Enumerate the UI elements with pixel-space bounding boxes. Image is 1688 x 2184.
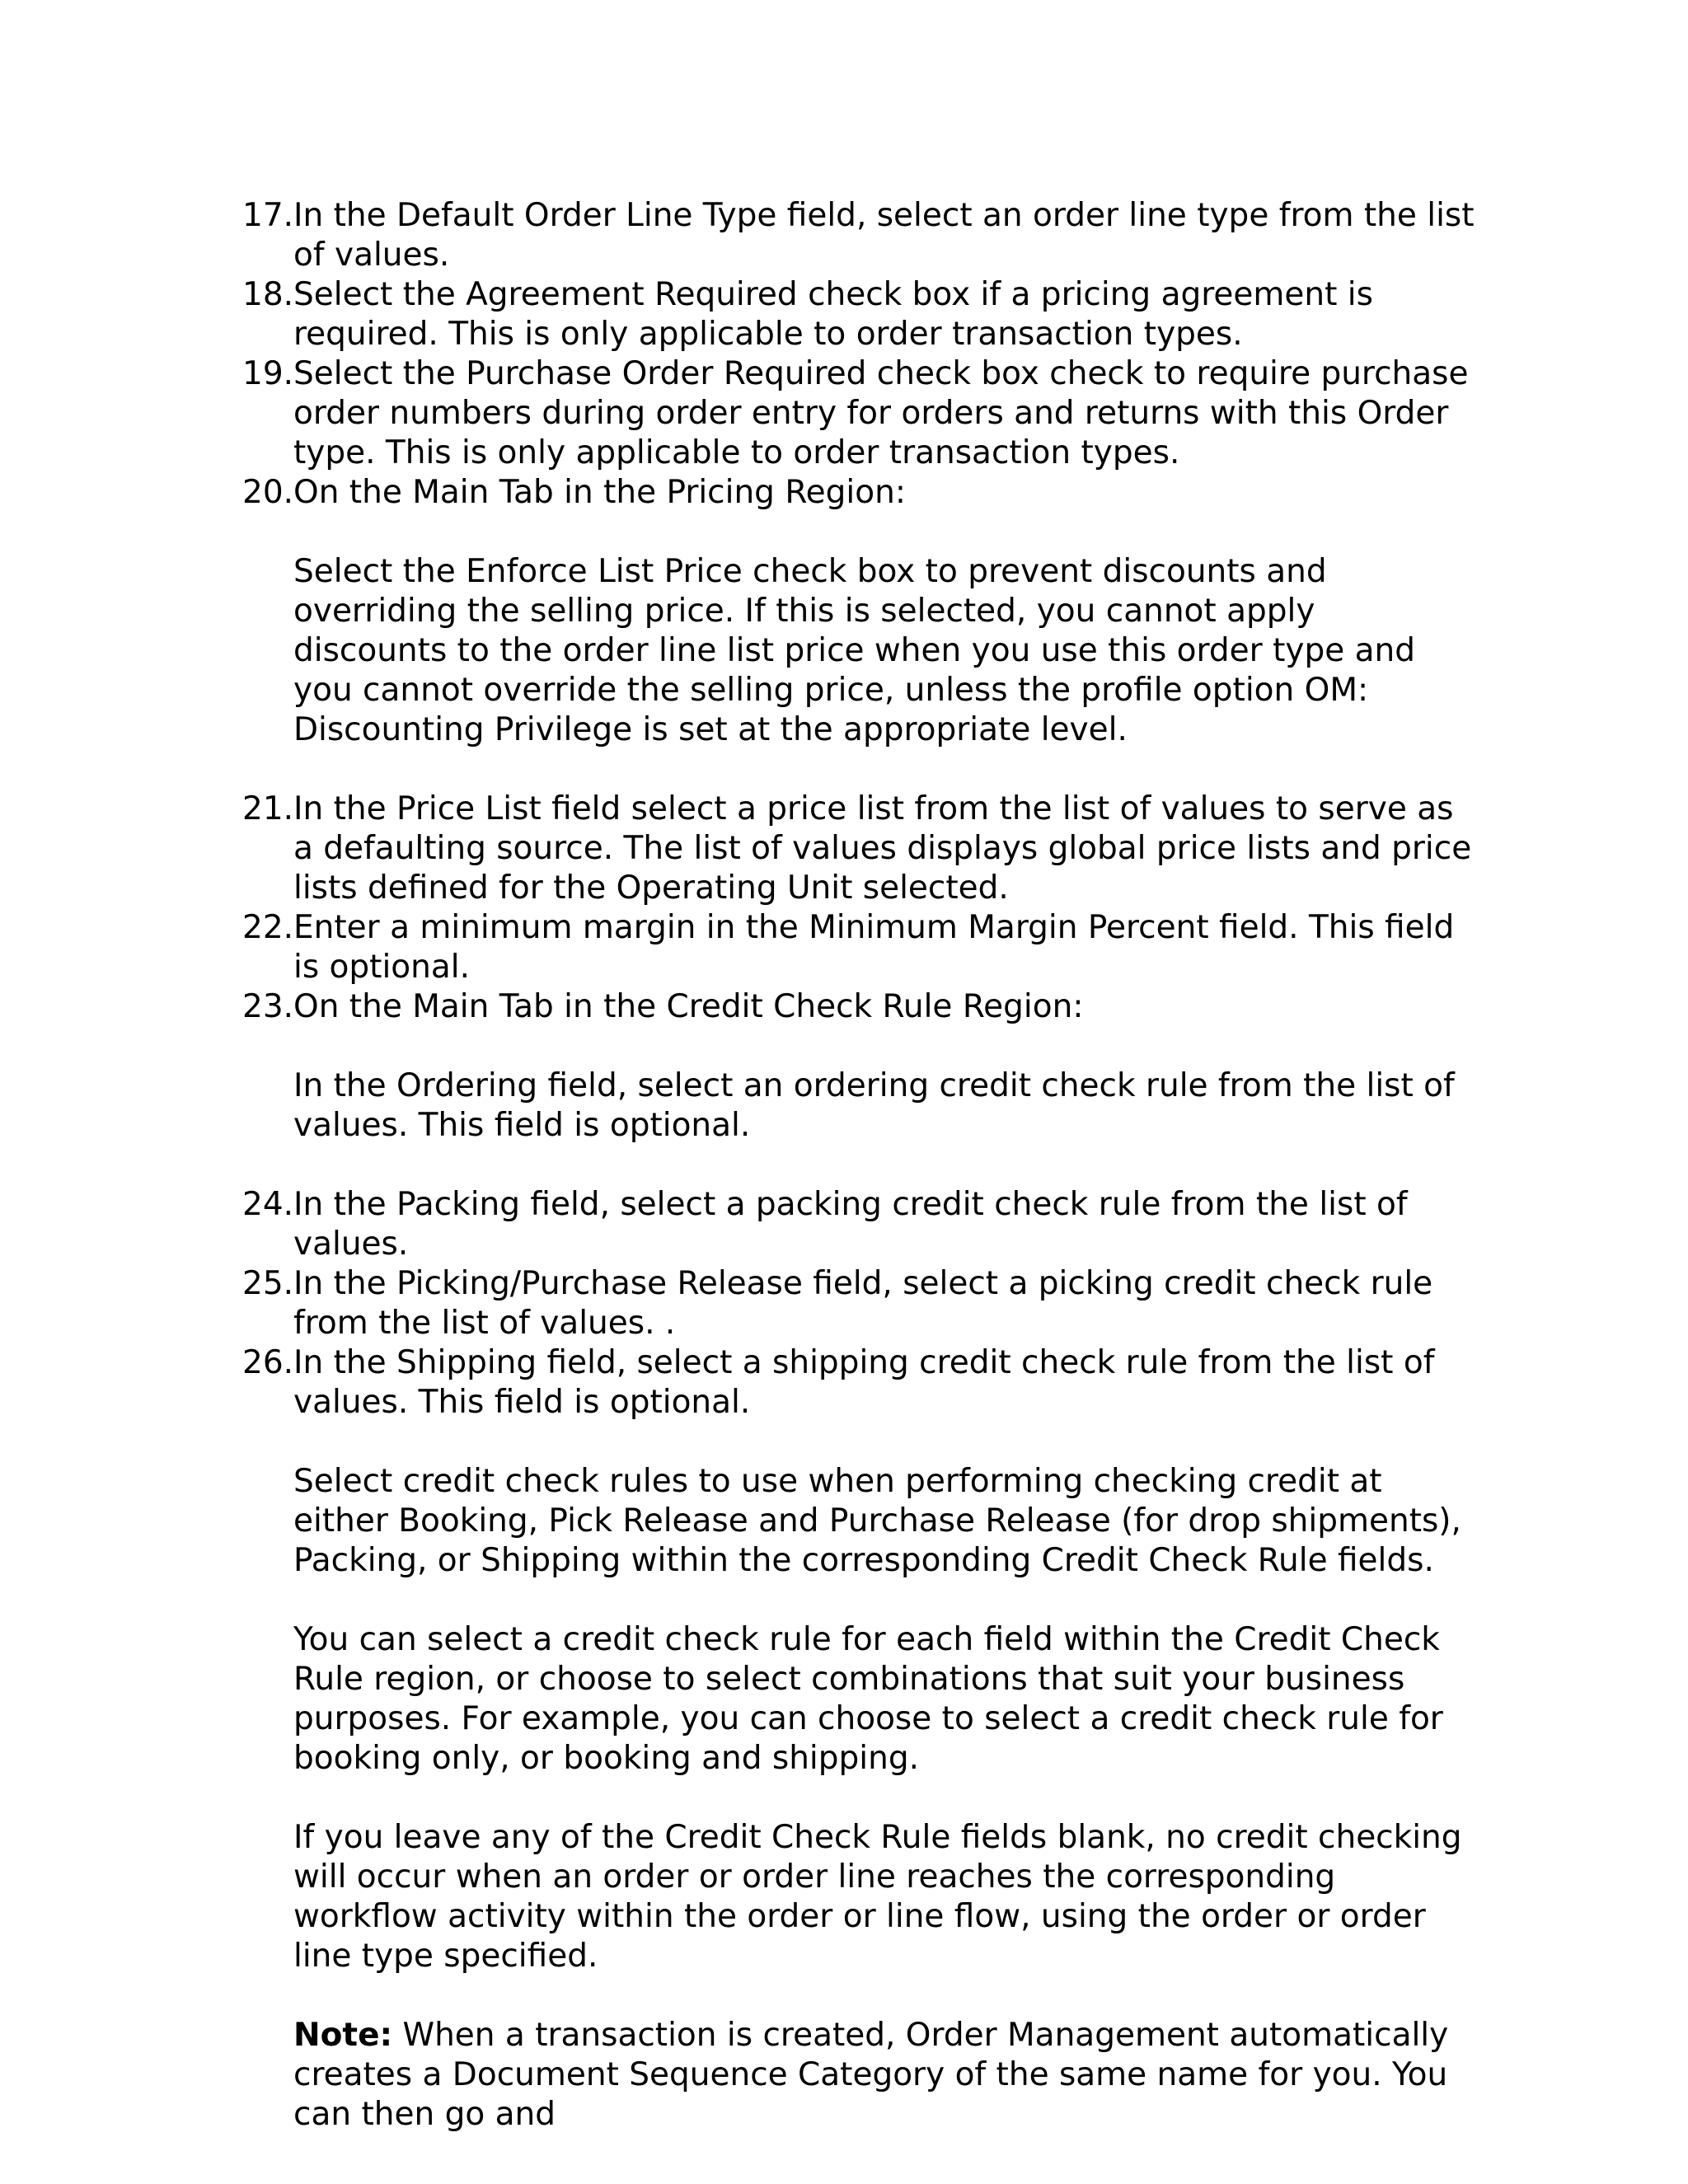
note-label: Note: [293, 2017, 393, 2054]
list-number: 23. [242, 988, 294, 1025]
list-item-22 [242, 908, 1479, 987]
list-number: 24. [242, 1186, 294, 1223]
list-item-text: In the Packing field, select a packing credit check rule from the list of values. [293, 1186, 1408, 1263]
list-number: 19. [242, 355, 294, 392]
paragraph-spacer [242, 513, 1479, 552]
paragraph-spacer [242, 1581, 1479, 1620]
combinations-paragraph: You can select a credit check rule for each field within the Credit Check Rule region, or choose to select combinations that suit your business purposes. For example, you can choose to select a credit check rule for booking only, or booking and shipping. [293, 1621, 1443, 1777]
list-number: 20. [242, 474, 294, 511]
ordering-field-paragraph: In the Ordering field, select an ordering credit check rule from the list of values. This field is optional. [293, 1067, 1455, 1144]
list-item-text: Select the Purchase Order Required check box check to require purchase order numbers during order entry for orders and returns with this Order type. This is only applicable to order transaction types. [293, 355, 1469, 471]
list-number: 25. [242, 1265, 294, 1302]
note-paragraph [242, 2016, 1479, 2135]
blank-fields-paragraph: If you leave any of the Credit Check Rule fields blank, no credit checking will occur when an order or order line reaches the corresponding workflow activity within the order or line flow, using the order or order line type specified. [293, 1819, 1462, 1975]
list-item-text: On the Main Tab in the Credit Check Rule Region: [293, 988, 1084, 1025]
list-item-20 [242, 473, 1479, 513]
paragraph-spacer [242, 750, 1479, 790]
list-item-text: Select the Agreement Required check box if a pricing agreement is required. This is only applicable to order transaction types. [293, 276, 1373, 353]
list-item-text: Enter a minimum margin in the Minimum Margin Percent field. This field is optional. [293, 909, 1455, 986]
list-item-21 [242, 790, 1479, 908]
paragraph-spacer [242, 1027, 1479, 1066]
paragraph-spacer [242, 1976, 1479, 2016]
list-number: 21. [242, 790, 294, 827]
list-item-23 [242, 987, 1479, 1027]
list-item-text: In the Shipping field, select a shipping credit check rule from the list of values. This field is optional. [293, 1344, 1435, 1421]
note-text: When a transaction is created, Order Management automatically creates a Document Sequence Category of the same name for you. You can then go and [293, 2017, 1449, 2133]
paragraph-spacer [242, 1422, 1479, 1462]
select-rules-paragraph: Select credit check rules to use when performing checking credit at either Booking, Pick Release and Purchase Release (for drop shipments), Packing, or Shipping within the corresponding Credit Check Rule fields. [293, 1463, 1461, 1579]
list-item-19 [242, 354, 1479, 473]
list-item-text: In the Price List field select a price list from the list of values to serve as a defaulting source. The list of values displays global price lists and price lists defined for the Operating Unit selected. [293, 790, 1472, 907]
document-body [242, 196, 1479, 2135]
list-item-26 [242, 1343, 1479, 1422]
list-item-text: In the Picking/Purchase Release field, select a picking credit check rule from the list of values. . [293, 1265, 1433, 1342]
list-item-text: On the Main Tab in the Pricing Region: [293, 474, 906, 511]
list-item-25 [242, 1264, 1479, 1343]
list-item-24 [242, 1185, 1479, 1264]
list-number: 17. [242, 197, 294, 234]
list-number: 18. [242, 276, 294, 313]
enforce-list-price-paragraph: Select the Enforce List Price check box to prevent discounts and overriding the selling price. If this is selected, you cannot apply discounts to the order line list price when you use this order type and you cannot override the selling price, unless the profile option OM: Discounting Privilege is set at the appropriate level. [293, 553, 1415, 748]
list-item-18 [242, 275, 1479, 354]
list-number: 22. [242, 909, 294, 946]
list-item-17 [242, 196, 1479, 275]
list-item-text: In the Default Order Line Type field, select an order line type from the list of values. [293, 197, 1475, 274]
paragraph-spacer [242, 1779, 1479, 1818]
paragraph-spacer [242, 1146, 1479, 1185]
list-number: 26. [242, 1344, 294, 1381]
